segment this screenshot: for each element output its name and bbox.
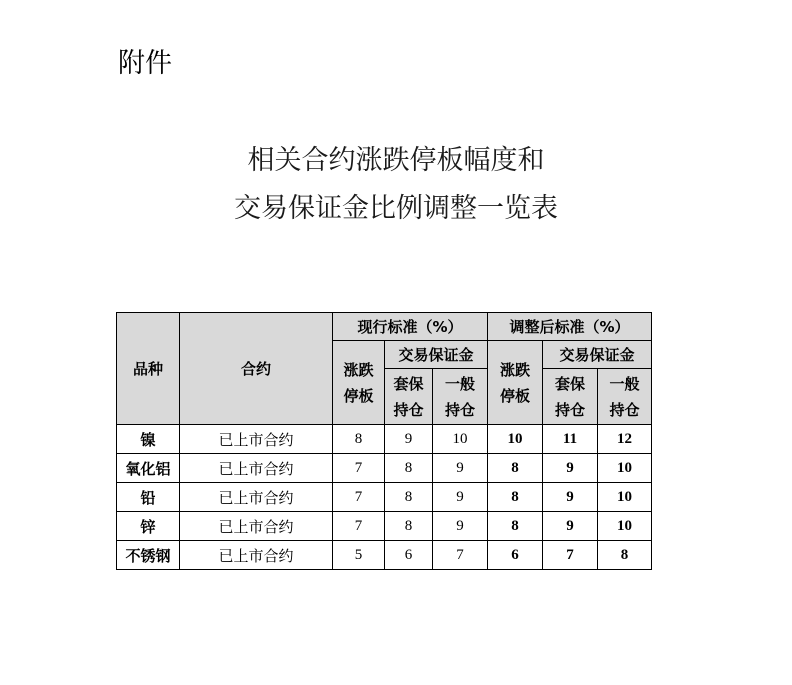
header-current-limit-line1: 涨跌 [343,360,374,379]
cell-current-limit: 7 [333,483,385,512]
cell-adjusted-general: 12 [598,425,652,454]
cell-current-general: 9 [433,512,488,541]
header-current-general-line2: 持仓 [444,400,475,419]
header-adjusted-limit-line1: 涨跌 [499,360,530,379]
header-adjusted-limit-line2: 停板 [499,386,530,405]
header-adjusted-limit [488,341,543,425]
cell-contract: 已上市合约 [180,483,333,512]
table-row [117,425,652,454]
header-adjusted-margin: 交易保证金 [543,341,652,369]
cell-adjusted-hedge: 9 [543,454,598,483]
cell-current-hedge: 8 [385,483,433,512]
cell-current-hedge: 8 [385,512,433,541]
cell-adjusted-hedge: 9 [543,483,598,512]
table-row [117,483,652,512]
header-current-hedge [385,369,433,425]
cell-adjusted-general: 10 [598,454,652,483]
header-adjusted-general [598,369,652,425]
cell-contract: 已上市合约 [180,425,333,454]
cell-product: 镍 [117,425,180,454]
cell-product: 锌 [117,512,180,541]
cell-adjusted-hedge: 9 [543,512,598,541]
table-row [117,512,652,541]
cell-adjusted-hedge: 7 [543,541,598,570]
title-line-1: 相关合约涨跌停板幅度和 [247,145,545,176]
cell-current-hedge: 6 [385,541,433,570]
header-contract: 合约 [180,313,333,425]
cell-adjusted-limit: 8 [488,512,543,541]
cell-contract: 已上市合约 [180,541,333,570]
cell-adjusted-limit: 10 [488,425,543,454]
header-current-margin: 交易保证金 [385,341,488,369]
cell-adjusted-limit: 8 [488,483,543,512]
cell-product: 不锈钢 [117,541,180,570]
header-current-hedge-line2: 持仓 [393,400,424,419]
cell-product: 铅 [117,483,180,512]
cell-adjusted-limit: 8 [488,454,543,483]
cell-current-hedge: 9 [385,425,433,454]
cell-product: 氧化铝 [117,454,180,483]
header-current-limit [333,341,385,425]
header-adjusted-standard: 调整后标准（%） [488,313,652,341]
cell-current-general: 7 [433,541,488,570]
title-line-2: 交易保证金比例调整一览表 [234,193,558,224]
cell-current-hedge: 8 [385,454,433,483]
table-row [117,541,652,570]
header-adjusted-general-line2: 持仓 [609,400,640,419]
header-current-limit-line2: 停板 [343,386,374,405]
cell-adjusted-general: 10 [598,512,652,541]
cell-adjusted-general: 10 [598,483,652,512]
cell-current-general: 10 [433,425,488,454]
header-current-general-line1: 一般 [444,374,475,393]
cell-adjusted-general: 8 [598,541,652,570]
cell-current-limit: 7 [333,454,385,483]
header-current-general [433,369,488,425]
attachment-label: 附件 [118,48,172,79]
header-adjusted-hedge-line1: 套保 [554,374,585,393]
cell-current-general: 9 [433,454,488,483]
header-adjusted-hedge-line2: 持仓 [554,400,585,419]
cell-contract: 已上市合约 [180,512,333,541]
table-row [117,454,652,483]
header-adjusted-general-line1: 一般 [609,374,640,393]
cell-contract: 已上市合约 [180,454,333,483]
cell-current-limit: 5 [333,541,385,570]
cell-adjusted-hedge: 11 [543,425,598,454]
adjustment-table [116,312,652,570]
cell-adjusted-limit: 6 [488,541,543,570]
header-product: 品种 [117,313,180,425]
cell-current-limit: 7 [333,512,385,541]
cell-current-general: 9 [433,483,488,512]
header-current-hedge-line1: 套保 [393,374,424,393]
header-adjusted-hedge [543,369,598,425]
cell-current-limit: 8 [333,425,385,454]
header-current-standard: 现行标准（%） [333,313,488,341]
